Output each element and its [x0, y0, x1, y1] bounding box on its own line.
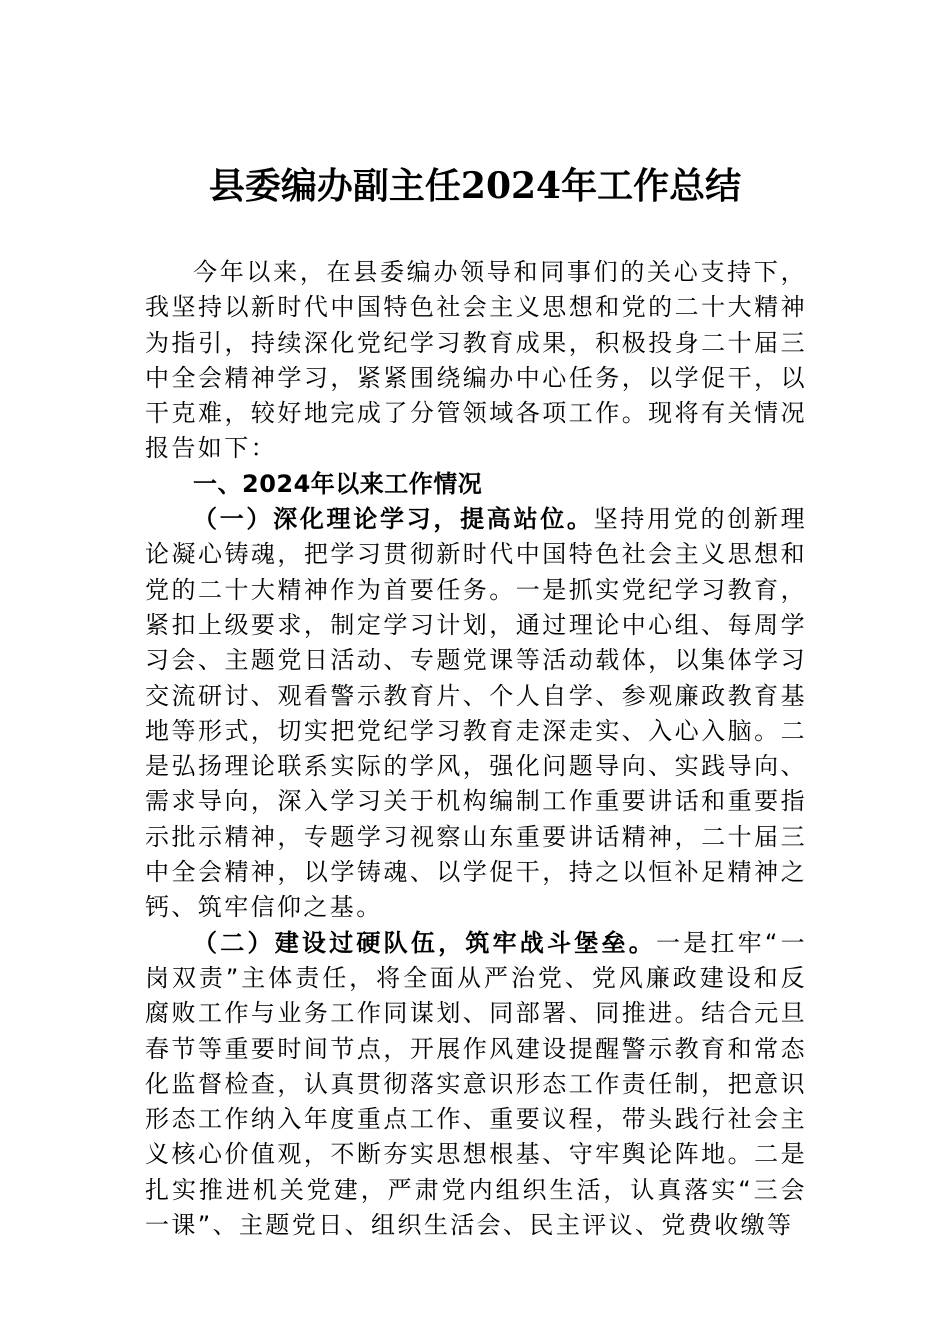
- document-title: 县委编办副主任2024年工作总结: [208, 165, 742, 207]
- item-paragraph-1: [145, 502, 807, 926]
- item-paragraph-2: [145, 926, 807, 1244]
- section-heading: 一、2024年以来工作情况: [193, 469, 483, 498]
- intro-paragraph: 今年以来，在县委编办领导和同事们的关心支持下，我坚持以新时代中国特色社会主义思想和党的二十大精神为指引，持续深化党纪学习教育成果，积极投身二十届三中全会精神学习，紧紧围绕编办中心任务，以学促干，以干克难，较好地完成了分管领域各项工作。现将有关情况报告如下：: [145, 258, 807, 463]
- item-subheading-1: （一）深化理论学习，提高站位。: [193, 505, 594, 534]
- document-body: [145, 255, 807, 1243]
- item-body-1: 坚持用党的创新理论凝心铸魂，把学习贯彻新时代中国特色社会主义思想和党的二十大精神作为首要任务。一是抓实党纪学习教育，紧扣上级要求，制定学习计划，通过理论中心组、每周学习会、主题党日活动、专题党课等活动载体，以集体学习交流研讨、观看警示教育片、个人自学、参观廉政教育基地等形式，切实把党纪学习教育走深走实、入心入脑。二是弘扬理论联系实际的学风，强化问题导向、实践导向、需求导向，深入学习关于机构编制工作重要讲话和重要指示批示精神，专题学习视察山东重要讲话精神，二十届三中全会精神，以学铸魂、以学促干，持之以恒补足精神之钙、筑牢信仰之基。: [145, 505, 808, 922]
- item-subheading-2: （二）建设过硬队伍，筑牢战斗堡垒。: [193, 928, 656, 957]
- item-body-2: 一是扛牢“一岗双责”主体责任，将全面从严治党、党风廉政建设和反腐败工作与业务工作同谋划、同部署、同推进。结合元旦春节等重要时间节点，开展作风建设提醒警示教育和常态化监督检查，认真贯彻落实意识形态工作责任制，把意识形态工作纳入年度重点工作、重要议程，带头践行社会主义核心价值观，不断夯实思想根基、守牢舆论阵地。二是扎实推进机关党建，严肃党内组织生活，认真落实“三会一课”、主题党日、组织生活会、民主评议、党费收缴等: [145, 928, 807, 1240]
